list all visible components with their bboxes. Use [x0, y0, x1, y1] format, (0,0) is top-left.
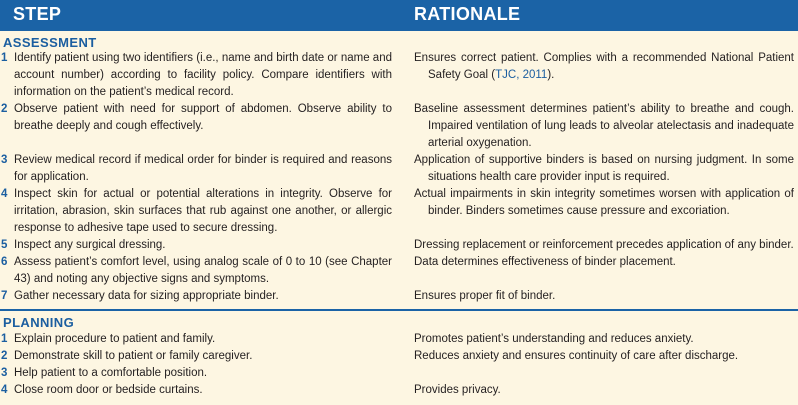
rationale-text [414, 101, 794, 152]
rationale-text [414, 152, 794, 186]
step-number: 2 [1, 350, 8, 362]
citation-link[interactable]: TJC, 2011 [495, 69, 548, 81]
assessment-section-title: ASSESSMENT [3, 35, 97, 50]
step-text: Inspect skin for actual or potential alterations in integrity. Observe for irritation, abrasion, skin surfaces that rub against one another, or allergic response to adhesive tape used to secure dressing. [14, 188, 392, 234]
step-text: Identify patient using two identifiers (i.e., name and birth date or name and account number) according to facility policy. Compare identifiers with information on the patient’s medical record. [14, 52, 392, 98]
rationale-text-body: Provides privacy. [414, 384, 501, 396]
rationale-text-body: Data determines effectiveness of binder placement. [414, 256, 676, 268]
rationale-text-end: ). [547, 69, 555, 81]
step-number: 1 [1, 52, 8, 64]
step-text: Gather necessary data for sizing appropriate binder. [14, 290, 279, 302]
step-text: Assess patient’s comfort level, using analog scale of 0 to 10 (see Chapter 43) and noting any objective signs and symptoms. [14, 256, 392, 285]
rationale-column-header: RATIONALE [414, 4, 521, 24]
step-text: Explain procedure to patient and family. [14, 333, 216, 345]
rationale-text [414, 331, 794, 348]
rationale-text-body: Dressing replacement or reinforcement precedes application of any binder. [414, 239, 794, 251]
rationale-text-body: Actual impairments in skin integrity sometimes worsen with application of binder. Binders sometimes cause pressure and excoriation. [414, 188, 794, 217]
section-divider [0, 309, 798, 311]
step-number: 6 [1, 256, 8, 268]
step-number: 7 [1, 290, 8, 302]
rationale-text-body: Promotes patient’s understanding and reduces anxiety. [414, 333, 694, 345]
rationale-text-body: Reduces anxiety and ensures continuity of care after discharge. [414, 350, 739, 362]
step-text: Review medical record if medical order for binder is required and reasons for application. [14, 154, 392, 183]
rationale-text [414, 254, 794, 271]
step-number: 5 [1, 239, 8, 251]
rationale-text [414, 382, 794, 399]
step-text: Observe patient with need for support of abdomen. Observe ability to breathe deeply and cough effectively. [14, 103, 392, 132]
rationale-text-body: Application of supportive binders is based on nursing judgment. In some situations health care provider input is required. [414, 154, 794, 183]
rationale-text [414, 50, 794, 84]
step-number: 3 [1, 367, 8, 379]
table-header [0, 0, 798, 31]
step-number: 3 [1, 154, 8, 166]
rationale-text-body: Ensures proper fit of binder. [414, 290, 556, 302]
step-text: Inspect any surgical dressing. [14, 239, 166, 251]
step-number: 4 [1, 384, 8, 396]
rationale-text [414, 237, 794, 254]
step-text: Help patient to a comfortable position. [14, 367, 208, 379]
planning-section-title: PLANNING [3, 315, 75, 330]
rationale-text-body: Baseline assessment determines patient’s ability to breathe and cough. Impaired ventilation of lung leads to alveolar atelectasis and inadequate arterial oxygenation. [414, 103, 794, 149]
rationale-text [414, 348, 794, 365]
rationale-text [414, 288, 794, 305]
step-number: 2 [1, 103, 8, 115]
step-number: 1 [1, 333, 8, 345]
step-text: Demonstrate skill to patient or family caregiver. [14, 350, 253, 362]
step-number: 4 [1, 188, 8, 200]
step-column-header: STEP [13, 4, 62, 24]
rationale-text [414, 186, 794, 220]
rationale-text-start: Ensures correct patient. Complies with a recommended National Patient Safety Goal ( [414, 52, 794, 81]
step-text: Close room door or bedside curtains. [14, 384, 203, 396]
